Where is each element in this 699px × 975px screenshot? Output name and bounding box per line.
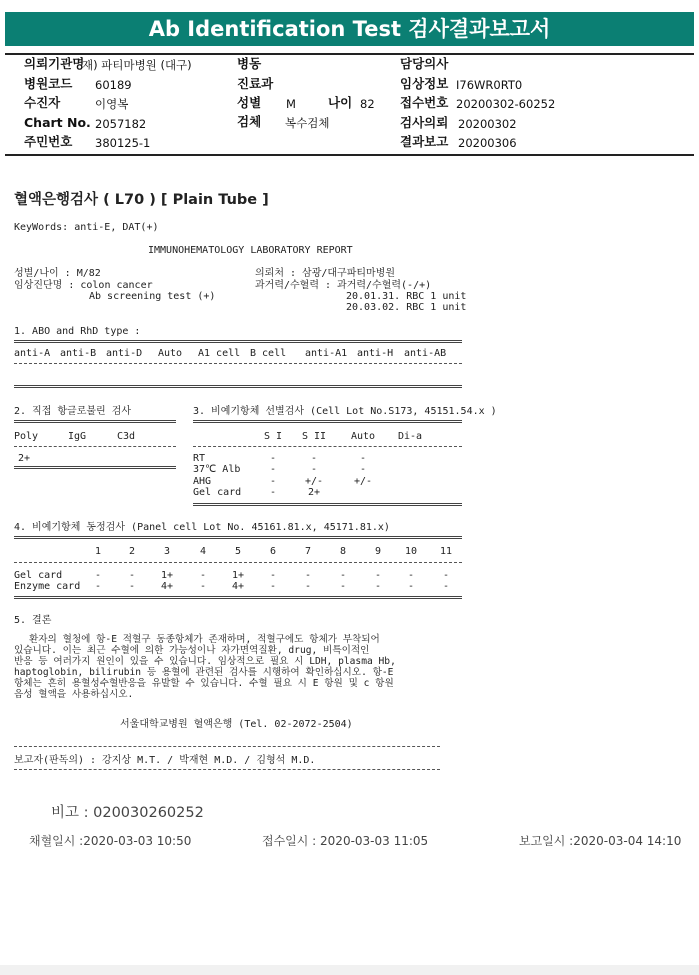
panel-cell: - bbox=[374, 581, 382, 592]
header-specimen-value: 복수검체 bbox=[285, 116, 330, 130]
panel-cell: - bbox=[199, 570, 207, 581]
header-label: 주민번호 bbox=[24, 134, 73, 149]
header-request-label: 검사의뢰 bbox=[400, 115, 449, 130]
institution: 서울대학교병원 혈액은행 (Tel. 02-2072-2504) bbox=[120, 719, 353, 730]
abo-rule-mid bbox=[14, 363, 462, 364]
dat-col-igg: IgG bbox=[68, 431, 87, 442]
abo-col-b-cell: B cell bbox=[250, 348, 287, 359]
page-bottom-strip bbox=[0, 965, 699, 975]
panel-cell: - bbox=[339, 581, 347, 592]
patient-requester: 의뢰처 : 삼광/대구파티마병원 bbox=[255, 268, 396, 279]
header-chart-no bbox=[24, 116, 91, 130]
abo-col-anti-h: anti-H bbox=[357, 348, 394, 359]
abo-col-anti-ab: anti-AB bbox=[404, 348, 447, 359]
screen-cell: - bbox=[359, 464, 367, 475]
panel-cell: - bbox=[94, 570, 102, 581]
abo-col-anti-d: anti-D bbox=[106, 348, 143, 359]
keywords: KeyWords: anti-E, DAT(+) bbox=[14, 222, 159, 233]
panel-cell: 1+ bbox=[160, 570, 174, 581]
screen-cell: +/- bbox=[304, 476, 324, 487]
panel-cell: - bbox=[304, 570, 312, 581]
header-receipt-label: 접수번호 bbox=[400, 95, 449, 110]
dat-rule-bottom bbox=[14, 466, 176, 469]
dat-col-c3d: C3d bbox=[117, 431, 136, 442]
abo-rule-bottom bbox=[14, 385, 462, 388]
conclusion-line: 있습니다. 이는 최근 수혈에 의한 가능성이나 자가면역질환, drug, 비특이적인 bbox=[14, 645, 370, 656]
reporter-rule-bottom bbox=[14, 769, 440, 770]
conclusion-line: 반응 등 여러가지 원인이 있을 수 있습니다. 임상적으로 필요 시 LDH, plasma Hb, bbox=[14, 656, 396, 667]
header-label: 수진자 bbox=[24, 95, 61, 110]
header-value: 이영복 bbox=[95, 97, 129, 111]
panel-col-1: 1 bbox=[94, 546, 102, 557]
remarks: 비고 : 020030260252 bbox=[51, 805, 204, 821]
panel-rule-bottom bbox=[14, 596, 462, 599]
screen-cell: 2+ bbox=[307, 487, 321, 498]
abo-col-auto: Auto bbox=[158, 348, 183, 359]
screen-col-dia: Di-a bbox=[397, 431, 423, 442]
header-clinical-value: I76WR0RT0 bbox=[456, 78, 523, 92]
header-doctor-label: 담당의사 bbox=[400, 56, 449, 71]
conclusion-line: 음성 혈액을 사용하십시오. bbox=[14, 689, 134, 700]
screen-cell: - bbox=[269, 476, 277, 487]
screen-cell: +/- bbox=[353, 476, 373, 487]
abo-rule-top bbox=[14, 340, 462, 343]
header-hospital-code bbox=[24, 77, 72, 91]
patient-history: 과거력/수혈력 : 과거력/수혈력(-/+) bbox=[255, 280, 432, 291]
header-sex-value: M bbox=[286, 97, 296, 111]
screen-col-auto: Auto bbox=[350, 431, 376, 442]
screen-cell: - bbox=[310, 464, 318, 475]
abo-col-a1-cell: A1 cell bbox=[198, 348, 241, 359]
dat-value-poly: 2+ bbox=[18, 453, 31, 464]
panel-rule-mid bbox=[14, 562, 462, 563]
abo-col-anti-a: anti-A bbox=[14, 348, 51, 359]
screen-cell: - bbox=[359, 453, 367, 464]
panel-col-9: 9 bbox=[374, 546, 382, 557]
panel-cell: - bbox=[339, 570, 347, 581]
panel-col-3: 3 bbox=[163, 546, 171, 557]
dat-title: 2. 직접 항글로불린 검사 bbox=[14, 406, 132, 417]
header-request-value: 20200302 bbox=[458, 117, 517, 131]
screen-phase-gel: Gel card bbox=[193, 487, 242, 498]
conclusion-line: 환자의 혈청에 항-E 적혈구 동종항체가 존재하며, 적혈구에도 항체가 부착되어 bbox=[29, 634, 380, 645]
header-value: 60189 bbox=[95, 78, 132, 92]
screen-phase-37c: 37℃ Alb bbox=[193, 464, 241, 475]
section-title: 혈액은행검사 ( L70 ) [ Plain Tube ] bbox=[14, 192, 269, 208]
panel-cell: - bbox=[128, 581, 136, 592]
header-requester bbox=[24, 57, 84, 71]
header-label: 병원코드 bbox=[24, 76, 73, 91]
panel-cell: - bbox=[407, 581, 415, 592]
header-resident-no bbox=[24, 135, 72, 149]
header-value: 2057182 bbox=[95, 117, 147, 131]
panel-row-gel-label: Gel card bbox=[14, 570, 63, 581]
screen-cell: - bbox=[269, 453, 277, 464]
received-datetime: 접수일시 : 2020-03-03 11:05 bbox=[262, 834, 429, 848]
screen-cell: - bbox=[269, 487, 277, 498]
abo-title: 1. ABO and RhD type : bbox=[14, 326, 141, 337]
conclusion-line: haptoglobin, bilirubin 등 용혈에 관련된 검사를 시행하여 확인하십시오. 항-E bbox=[14, 667, 394, 678]
lab-title: IMMUNOHEMATOLOGY LABORATORY REPORT bbox=[148, 245, 353, 256]
reported-datetime: 보고일시 :2020-03-04 14:10 bbox=[519, 834, 682, 848]
dat-col-poly: Poly bbox=[14, 431, 39, 442]
reporter-rule-top bbox=[14, 746, 440, 747]
panel-cell: - bbox=[269, 581, 277, 592]
screen-title: 3. 비예기항체 선별검사 (Cell Lot No.S173, 45151.54.x ) bbox=[193, 406, 497, 417]
panel-cell: - bbox=[407, 570, 415, 581]
screen-col-s2: S II bbox=[301, 431, 327, 442]
header-value: 재) 파티마병원 (대구) bbox=[82, 58, 192, 72]
header-top-rule bbox=[5, 53, 694, 55]
panel-col-10: 10 bbox=[404, 546, 418, 557]
patient-diagnosis: 임상진단명 : colon cancer bbox=[14, 280, 153, 291]
panel-cell: - bbox=[442, 581, 450, 592]
report-title: Ab Identification Test 검사결과보고서 bbox=[5, 12, 694, 46]
panel-cell: - bbox=[199, 581, 207, 592]
reporters: 보고자(판독의) : 강지상 M.T. / 박재현 M.D. / 김형석 M.D. bbox=[14, 755, 316, 766]
header-report-value: 20200306 bbox=[458, 136, 517, 150]
screen-cell: - bbox=[310, 453, 318, 464]
header-age-value: 82 bbox=[360, 97, 375, 111]
panel-col-6: 6 bbox=[269, 546, 277, 557]
panel-cell: - bbox=[374, 570, 382, 581]
screen-phase-ahg: AHG bbox=[193, 476, 212, 487]
screen-rule-top bbox=[193, 420, 462, 423]
panel-cell: - bbox=[128, 570, 136, 581]
panel-col-2: 2 bbox=[128, 546, 136, 557]
abo-col-anti-a1: anti-A1 bbox=[305, 348, 348, 359]
conclusion-line: 항체는 흔히 용혈성수혈반응을 유발할 수 있습니다. 수혈 필요 시 E 항원 및 c 항원 bbox=[14, 678, 394, 689]
screen-cell: - bbox=[269, 464, 277, 475]
panel-cell: - bbox=[94, 581, 102, 592]
header-age-label: 나이 bbox=[328, 95, 353, 110]
panel-cell: 4+ bbox=[231, 581, 245, 592]
transfusion-record-2: 20.03.02. RBC 1 unit bbox=[346, 302, 467, 313]
screen-phase-rt: RT bbox=[193, 453, 206, 464]
header-specimen-label: 검체 bbox=[237, 114, 262, 129]
panel-rule-top bbox=[14, 536, 462, 539]
abo-col-anti-b: anti-B bbox=[60, 348, 97, 359]
header-label: Chart No. bbox=[24, 115, 91, 130]
panel-col-4: 4 bbox=[199, 546, 207, 557]
header-dept-label: 진료과 bbox=[237, 76, 274, 91]
screen-rule-bottom bbox=[193, 503, 462, 506]
conclusion-title: 5. 결론 bbox=[14, 615, 52, 626]
header-bottom-rule bbox=[5, 154, 694, 156]
patient-diagnosis-extra: Ab screening test (+) bbox=[89, 291, 216, 302]
panel-cell: - bbox=[442, 570, 450, 581]
panel-cell: - bbox=[269, 570, 277, 581]
panel-cell: 1+ bbox=[231, 570, 245, 581]
header-receipt-value: 20200302-60252 bbox=[456, 97, 556, 111]
transfusion-record-1: 20.01.31. RBC 1 unit bbox=[346, 291, 467, 302]
panel-col-8: 8 bbox=[339, 546, 347, 557]
header-label: 의뢰기관명 bbox=[24, 56, 85, 71]
collected-datetime: 채혈일시 :2020-03-03 10:50 bbox=[29, 834, 192, 848]
header-value: 380125-1 bbox=[95, 136, 151, 150]
panel-col-7: 7 bbox=[304, 546, 312, 557]
dat-rule-top bbox=[14, 420, 176, 423]
panel-title: 4. 비예기항체 동정검사 (Panel cell Lot No. 45161.81.x, 45171.81.x) bbox=[14, 522, 390, 533]
header-report-label: 결과보고 bbox=[400, 134, 449, 149]
panel-cell: 4+ bbox=[160, 581, 174, 592]
screen-rule-mid bbox=[193, 446, 462, 447]
panel-row-enzyme-label: Enzyme card bbox=[14, 581, 81, 592]
panel-cell: - bbox=[304, 581, 312, 592]
screen-col-s1: S I bbox=[263, 431, 283, 442]
header-patient bbox=[24, 96, 60, 110]
header-clinical-label: 임상정보 bbox=[400, 76, 449, 91]
header-ward-label: 병동 bbox=[237, 56, 262, 71]
panel-col-11: 11 bbox=[439, 546, 453, 557]
panel-col-5: 5 bbox=[234, 546, 242, 557]
patient-sex-age: 성별/나이 : M/82 bbox=[14, 268, 101, 279]
header-sex-label: 성별 bbox=[237, 95, 262, 110]
dat-rule-mid bbox=[14, 446, 176, 447]
